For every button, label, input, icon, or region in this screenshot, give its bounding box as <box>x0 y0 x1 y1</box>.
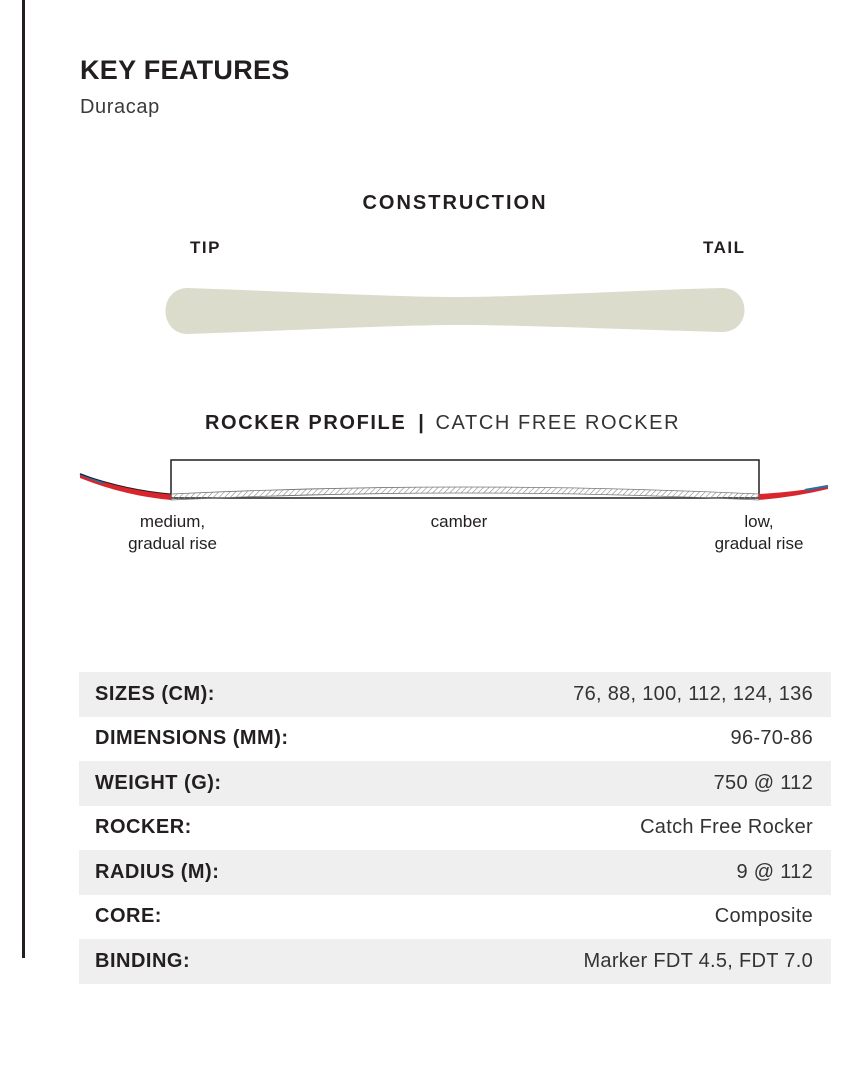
specs-table <box>79 672 831 984</box>
spec-value: 96-70-86 <box>730 727 813 750</box>
spec-key: WEIGHT (G): <box>95 771 222 794</box>
tail-rocker-line1: low, <box>744 512 774 531</box>
tip-rocker-line1: medium, <box>139 512 206 531</box>
spec-row-core <box>79 895 831 940</box>
spec-value: Marker FDT 4.5, FDT 7.0 <box>583 949 813 972</box>
ski-top-shape <box>166 288 745 334</box>
spec-value: Composite <box>714 905 813 928</box>
tail-label: TAIL <box>703 238 746 257</box>
spec-key: ROCKER: <box>95 816 192 839</box>
rocker-profile-diagram <box>0 450 867 510</box>
tail-rocker-line2: gradual rise <box>714 534 804 553</box>
spec-key: RADIUS (M): <box>95 860 220 883</box>
spec-key: BINDING: <box>95 949 191 972</box>
camber-description: camber <box>430 512 488 531</box>
key-features-title: KEY FEATURES <box>80 55 290 85</box>
spec-row-rocker <box>79 806 831 851</box>
spec-key: CORE: <box>95 905 162 928</box>
ski-top-view-illustration <box>0 280 867 350</box>
rocker-profile-label: ROCKER PROFILE <box>205 412 407 434</box>
spec-value: 76, 88, 100, 112, 124, 136 <box>573 682 813 705</box>
rocker-profile-value: CATCH FREE ROCKER <box>435 412 681 434</box>
spec-value: 750 @ 112 <box>713 771 813 794</box>
spec-row-dimensions <box>79 717 831 762</box>
spec-row-radius <box>79 850 831 895</box>
spec-value: 9 @ 112 <box>736 860 813 883</box>
tip-rocker-line2: gradual rise <box>128 534 217 553</box>
spec-row-binding <box>79 939 831 984</box>
construction-heading: CONSTRUCTION <box>362 192 548 214</box>
spec-row-sizes <box>79 672 831 717</box>
tip-rocker-description <box>100 511 245 555</box>
spec-key: DIMENSIONS (MM): <box>95 727 289 750</box>
rocker-separator: | <box>418 412 426 434</box>
key-features-subtitle: Duracap <box>80 96 160 118</box>
tail-rocker-description <box>690 511 828 555</box>
rocker-profile-heading <box>205 412 680 435</box>
spec-row-weight <box>79 761 831 806</box>
spec-value: Catch Free Rocker <box>640 816 813 839</box>
spec-key: SIZES (CM): <box>95 682 215 705</box>
tip-label: TIP <box>190 238 221 257</box>
